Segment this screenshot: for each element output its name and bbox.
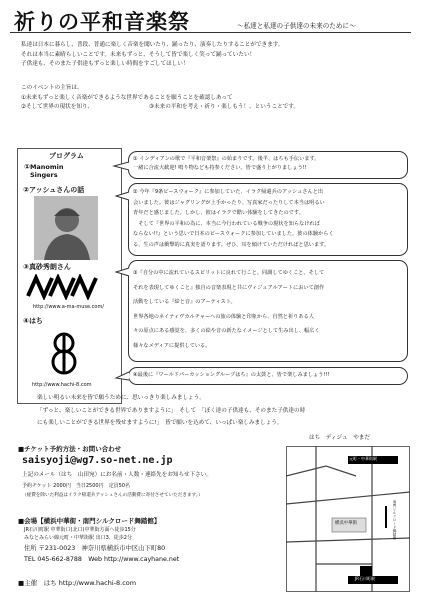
- map-venue-label: 南門シルクロード舞踏館: [393, 500, 397, 540]
- bubble-line: 世界各地のネイティヴカルチャーへの旅の体験と印象から、自然と祈りある人: [133, 313, 314, 320]
- masago-logo: [26, 274, 100, 300]
- purpose-item: ③未来の平和を考え・祈り・楽しもう！、ということです。: [149, 104, 300, 111]
- bubble-line: 様々なメディアに提供している。: [133, 342, 211, 349]
- tickets-line: 予約チケット 2000円 当日2500円 定員50名: [22, 482, 130, 489]
- venue-heading-text: 会場【横浜中華街・南門シルクロード舞踏館】: [24, 517, 161, 525]
- hachi-url[interactable]: http://www.hachi-8.com: [32, 382, 92, 388]
- page-subtitle: ～私達と私達の子供達の未来のために～: [237, 22, 356, 30]
- bubble-line: ① インディアンの歌で『平和音楽祭』の始まりです。後半、はちも手伝います。: [133, 156, 320, 162]
- masago-url[interactable]: http://www.a-ma-muse.com/: [33, 304, 104, 310]
- bubble-line: ② 今年『9条ピースウォーク』に参加していた、イラク帰還兵のアッシュさんと出: [133, 189, 324, 195]
- purpose-item: ①未来もずっと楽しく音楽ができるような世界であることを願うことを確認しあって: [21, 94, 233, 101]
- bubble-line: それを表現してゆくこと』独自の音楽表現と共にヴィジュアルアートにおいて創作: [133, 284, 325, 291]
- intro-line: それは本当に素晴らしいことです。未来もずっと、そうして皆で楽しく笑って踊っていたい！: [21, 51, 256, 58]
- bubble-line: ③『自分の中に流れているスピリットに良れて行こと。同調してゆくこと。そして: [133, 270, 325, 276]
- bubble-line: 一緒に合流大歓迎! 鳴り物なども持参ください。皆で盛り上がりましょう!!: [133, 164, 307, 171]
- closing-line: 楽しい明るい未来を皆で願うために、思いっきり楽しみましょう。: [37, 395, 205, 401]
- program-number: ③: [23, 263, 29, 271]
- bubble-1-text: [133, 155, 319, 172]
- program-number: ④: [23, 317, 29, 325]
- bubble-line: ならない!!』という思いで日本のピースウォークに参加していました。彼の体験からく: [133, 231, 334, 238]
- intro-line: 私達は日本に暮らし、普段、普通に楽しく音楽を聞いたり、踊ったり、演奏したりすることができます。: [21, 42, 284, 48]
- bubble-line: る、生の声は衝撃的に真実を語ります。ぜひ、耳を傾けていただければと思います。: [133, 241, 330, 248]
- bubble-pointers: [110, 150, 130, 390]
- hachi-logo: [46, 330, 82, 376]
- venue-line: みなとみらい線元町・中華街駅 出口3、徒歩2分: [24, 534, 132, 541]
- program-number: ①: [24, 163, 30, 171]
- map-chinatown-label: 横浜中華街: [335, 521, 357, 526]
- bubble-line: 活動をしている『絵と音』のアーティスト。: [133, 299, 236, 305]
- closing-line: にも楽しいことができる世界を残せますように!」 皆で願いを込めて、いっぱい楽しみましょう。: [37, 420, 283, 426]
- program-name: はち: [28, 317, 43, 325]
- map-station-top: 元町・中華街駅: [349, 456, 377, 461]
- tickets-heading: ■チケット予約方法・お問い合わせ: [18, 445, 122, 453]
- program-heading: プログラム: [49, 152, 84, 160]
- program-entry-1: [24, 163, 86, 179]
- venue-address: 住所 〒231-0023 神奈川県横浜市中区山下町80: [24, 545, 166, 553]
- tickets-line: 上記のメール（はち 山田宛）にお名前・人数・連絡先をお知らせ下さい。: [22, 472, 212, 478]
- purpose-section: [21, 84, 300, 113]
- page-title: 祈りの平和音楽祭: [14, 10, 190, 34]
- tickets-heading-text: チケット予約方法・お問い合わせ: [24, 445, 122, 453]
- bubble-3-text: [133, 266, 324, 353]
- bubble-line: 会いました。彼はジャグリングが上手かったり、写真家だったりして本当は明るい: [133, 199, 325, 206]
- program-entry-4: [23, 316, 43, 326]
- bubble-2-text: [133, 187, 334, 251]
- organizer: ■主催 はち http://www.hachi-8.com: [18, 579, 137, 587]
- intro-paragraph: [21, 41, 283, 70]
- program-number: ②: [23, 186, 29, 194]
- contact-email[interactable]: saisyoji@wg7.so-net.ne.jp: [22, 455, 173, 466]
- ash-photo: [34, 196, 98, 260]
- venue-details: [24, 527, 179, 566]
- program-name: Manomin Singers: [29, 163, 64, 179]
- bubble-4-text: ④最後に『ワールドパーカッショングループはち』の太鼓と、皆で楽しみましょう!!!: [133, 372, 330, 378]
- intro-line: 子供達も、そのまた子供達もずっと楽しい時間をすごしてほしい！: [21, 61, 189, 68]
- purpose-item: ②そして世界の現状を知り、: [21, 104, 94, 111]
- program-entry-3: [23, 262, 71, 272]
- map-station-bottom: JR石川町駅: [355, 576, 375, 581]
- tickets-line: （経費を除いた利益はイラク帰還兵アッシュさんの活動費に寄付させていただきます。）: [22, 493, 203, 498]
- program-name: アッシュさんの話: [28, 186, 85, 194]
- purpose-lead: このイベントの主旨は、: [21, 85, 83, 91]
- bubble-line: 々の原点にある感覚を、多くの絵や音の新たなイメージとして生み出し、幅広く: [133, 328, 320, 334]
- program-entry-2: [23, 185, 84, 195]
- signature: はち ディジュ やまだ: [309, 435, 370, 441]
- venue-map: [286, 446, 410, 592]
- venue-heading: ■会場【横浜中華街・南門シルクロード舞踏館】: [18, 517, 161, 525]
- venue-line: JR石川町駅 中華街口(北口)中華街方面へ徒歩15分: [24, 527, 136, 533]
- bubble-line: そして『世界の平和の為に、本当に今行われている戦争の現状を知らなければ: [133, 220, 320, 227]
- closing-line: 「ずっと、楽しいことができる世界でありますように」 そして 「ぼく達の子供達も、そのまた子供達の時: [37, 407, 306, 414]
- title-divider: [10, 32, 411, 33]
- tickets-details: [22, 470, 212, 502]
- bubble-line: 青年だと感じました。しかし、彼はイラクで酷い体験をしてきたのです。: [133, 210, 304, 217]
- program-name: 真砂秀朗さん: [28, 263, 71, 271]
- closing-paragraph: [37, 392, 305, 430]
- organizer-text: 主催 はち http://www.hachi-8.com: [24, 579, 137, 587]
- venue-contact: TEL 045-662-8788 Web http://www.cayhane.net: [24, 555, 180, 563]
